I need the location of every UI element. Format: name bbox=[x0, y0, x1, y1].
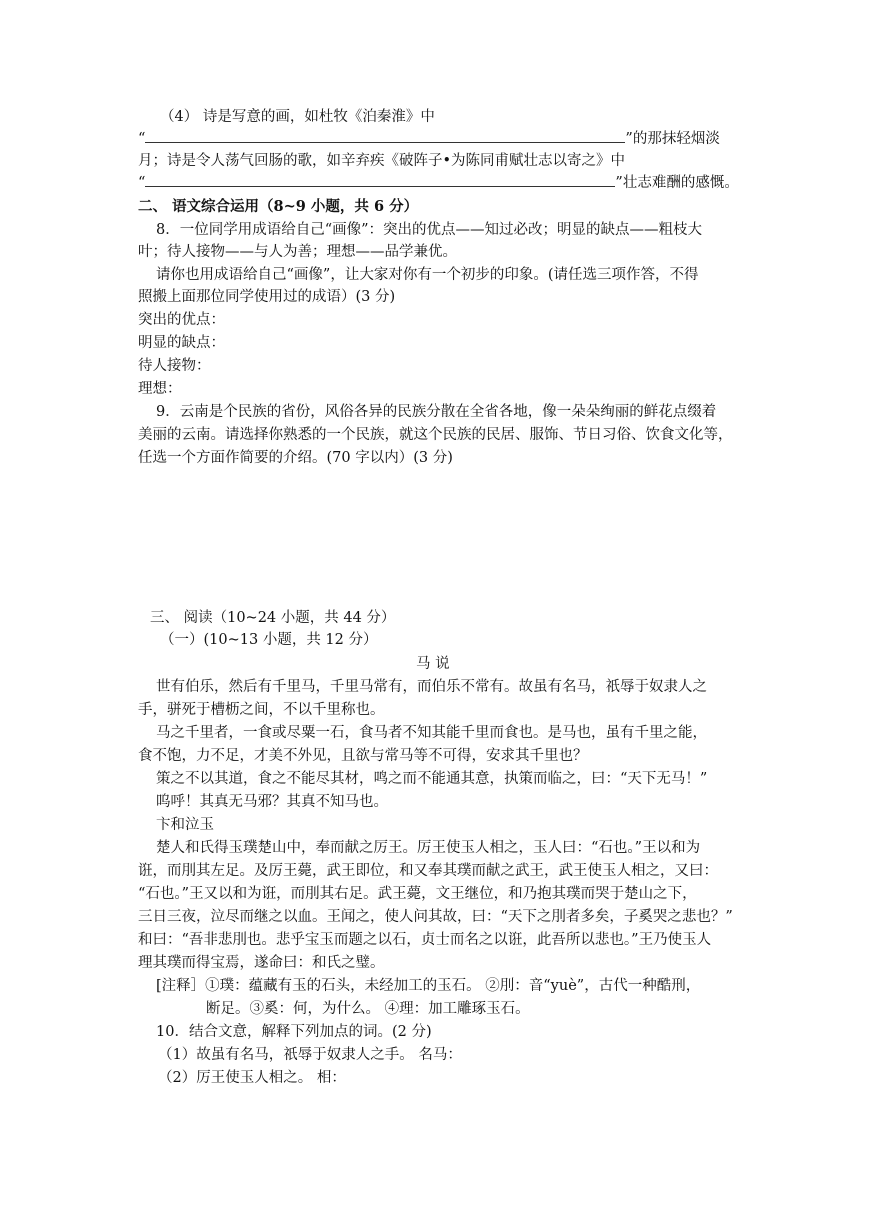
annotation-line-2: 断足。③奚：何，为什么。 ④理：加工雕琢玉石。 bbox=[206, 1001, 530, 1017]
q4-line-1: （4） 诗是写意的画，如杜牧《泊秦淮》中 bbox=[160, 109, 435, 125]
subsection-1-heading: （一）(10~13 小题，共 12 分） bbox=[160, 632, 378, 648]
q10-item-2: （2）厉王使玉人相之。 相： bbox=[158, 1070, 346, 1086]
mashuo-p1-line-2: 手，骈死于槽枥之间，不以千里称也。 bbox=[138, 702, 385, 718]
bianhe-line-6: 理其璞而得宝焉，遂命曰：和氏之璧。 bbox=[138, 955, 385, 971]
q8-line-2: 叶；待人接物——与人为善；理想——品学兼优。 bbox=[138, 244, 457, 260]
q8-line-3: 请你也用成语给自己“画像”，让大家对你有一个初步的印象。(请任选三项作答，不得 bbox=[156, 267, 699, 283]
mashuo-p3-line-1: 策之不以其道，食之不能尽其材，鸣之而不能通其意，执策而临之，曰：“天下无马！” bbox=[156, 771, 708, 787]
bianhe-line-3: “石也。”王又以和为诳，而刖其右足。武王薨，文王继位，和乃抱其璞而哭于楚山之下， bbox=[138, 886, 697, 902]
bianhe-line-2: 诳，而刖其左足。及厉王薨，武王即位，和又奉其璞而献之武王，武王使玉人相之，又曰： bbox=[138, 863, 718, 879]
mashuo-p2-line-2: 食不饱，力不足，才美不外见，且欲与常马等不可得，安求其千里也？ bbox=[138, 748, 588, 764]
q4-line-3: 月；诗是令人荡气回肠的歌，如辛弃疾《破阵子•为陈同甫赋壮志以寄之》中 bbox=[138, 153, 626, 169]
q9-line-1: 9．云南是个民族的省份，风俗各异的民族分散在全省各地，像一朵朵绚丽的鲜花点缀着 bbox=[156, 404, 717, 420]
answer-blank-1[interactable] bbox=[145, 128, 625, 143]
mashuo-p2-line-1: 马之千里者，一食或尽粟一石，食马者不知其能千里而食也。是马也，虽有千里之能， bbox=[156, 725, 707, 741]
answer-blank-2[interactable] bbox=[145, 172, 615, 187]
q10-item-1: （1）故虽有名马，祇辱于奴隶人之手。 名马： bbox=[158, 1047, 462, 1063]
q4-close-2: ”壮志难酬的感慨。 bbox=[615, 175, 739, 191]
q4-blank-line-2 bbox=[138, 172, 739, 194]
prompt-strength: 突出的优点： bbox=[138, 312, 225, 328]
q9-line-3: 任选一个方面作简要的介绍。(70 字以内）(3 分) bbox=[138, 450, 453, 466]
mashuo-p1-line-1: 世有伯乐，然后有千里马，千里马常有，而伯乐不常有。故虽有名马，祇辱于奴隶人之 bbox=[156, 679, 707, 695]
section-2-heading: 二、 语文综合运用（8~9 小题，共 6 分） bbox=[138, 198, 419, 215]
bianhe-line-1: 楚人和氏得玉璞楚山中，奉而献之厉王。厉王使玉人相之，玉人曰：“石也。”王以和为 bbox=[156, 840, 701, 856]
q4-close-1: ”的那抹轻烟淡 bbox=[625, 131, 720, 147]
mashuo-p4-line-1: 呜呼！其真无马邪？其真不知马也。 bbox=[156, 794, 388, 810]
prompt-weakness: 明显的缺点： bbox=[138, 335, 225, 351]
title-mashuo: 马 说 bbox=[416, 656, 450, 672]
prompt-ideal: 理想： bbox=[138, 381, 182, 397]
bianhe-line-4: 三日三夜，泣尽而继之以血。王闻之，使人问其故，曰：“天下之刖者多矣，子奚哭之悲也？” bbox=[138, 909, 733, 925]
q8-line-1: 8．一位同学用成语给自己“画像”：突出的优点——知过必改；明显的缺点——粗枝大 bbox=[156, 222, 703, 238]
prompt-manners: 待人接物： bbox=[138, 358, 211, 374]
open-quote: “ bbox=[138, 175, 146, 191]
section-3-heading: 三、 阅读（10~24 小题，共 44 分） bbox=[150, 610, 396, 626]
title-bianhe: 卞和泣玉 bbox=[156, 817, 214, 833]
open-quote: “ bbox=[138, 131, 146, 147]
q10-heading: 10．结合文意，解释下列加点的词。(2 分) bbox=[156, 1024, 432, 1040]
q8-line-4: 照搬上面那位同学使用过的成语）(3 分) bbox=[138, 289, 396, 305]
q9-line-2: 美丽的云南。请选择你熟悉的一个民族，就这个民族的民居、服饰、节日习俗、饮食文化等， bbox=[138, 427, 733, 443]
annotation-line-1: [注释］①璞：蕴藏有玉的石头，未经加工的玉石。 ②刖：音“yuè”，古代一种酷刑， bbox=[156, 978, 701, 994]
bianhe-line-5: 和曰：“吾非悲刖也。悲乎宝玉而题之以石，贞士而名之以诳，此吾所以悲也。”王乃使玉人 bbox=[138, 932, 712, 948]
q4-blank-line-1 bbox=[138, 128, 720, 150]
